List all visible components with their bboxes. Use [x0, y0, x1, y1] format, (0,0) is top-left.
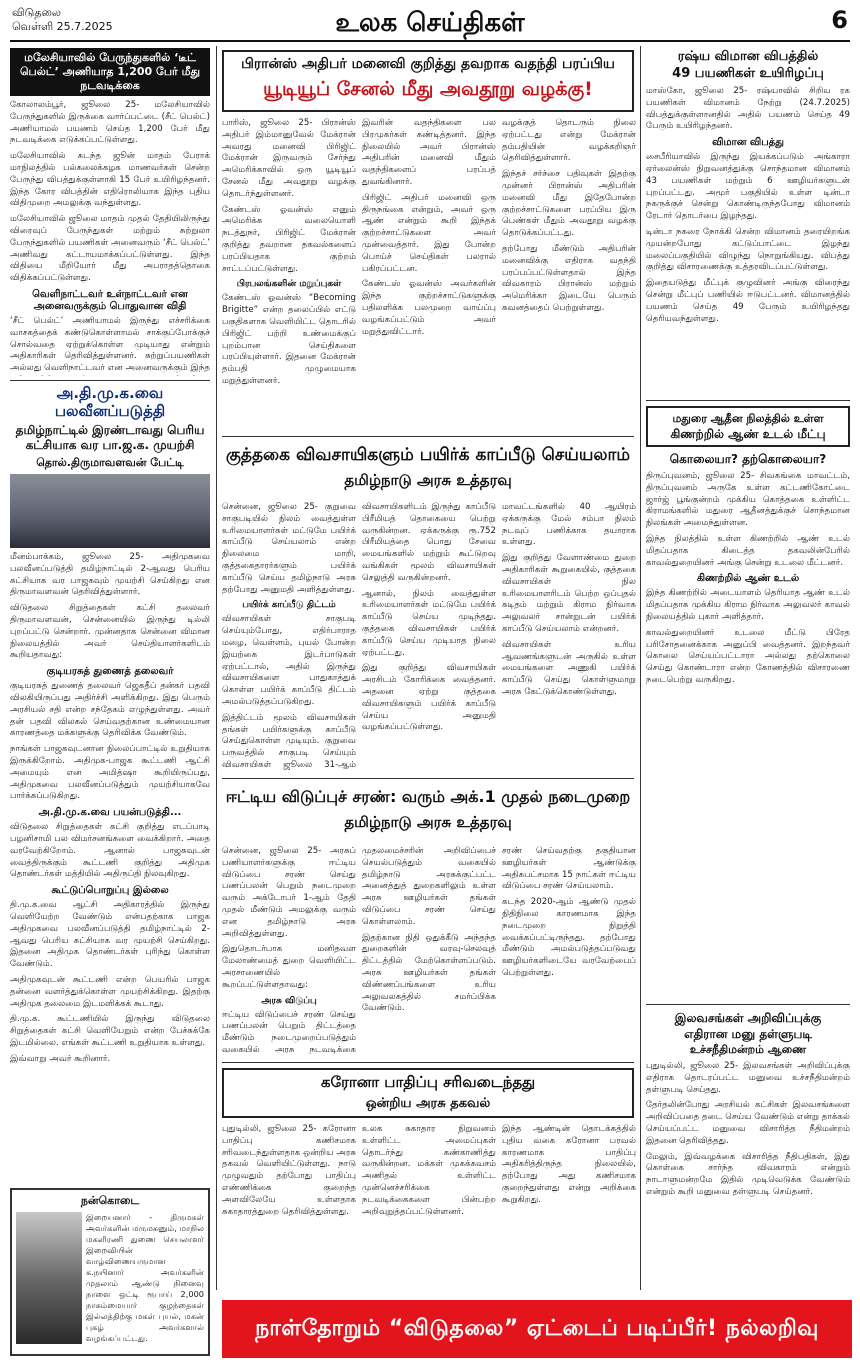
headline-box	[646, 406, 850, 447]
paragraph: உலக சுகாதார நிறுவனம் உள்ளிட்ட அமைப்புகள் தொடர்ந்து கண்காணித்து வருகின்றன. மக்கள் முகக்கவசம் அணிதல் உள்ளிட்ட முன்னெச்சரிக்கை நடவடிக்கைகளை பின்பற்ற அறிவுறுத்தப்பட்டுள்ளனர்.	[362, 1124, 496, 1217]
paragraph: இதற்கான நிதி ஒதுக்கீடு அந்தந்த துறைகளின் வரவு-செலவுத் திட்டத்தில் மேற்கொள்ளப்படும். அரசு ஊழியர்கள் தங்கள் விண்ணப்பங்களை உரிய அலுவலகத்தில் சமர்ப்பிக்க வேண்டும்.	[362, 932, 496, 1014]
paragraph: இத்திட்டம் மூலம் விவசாயிகள் தங்கள் பயிர்களுக்கு காப்பீடு செய்துகொள்ள முடியும். குறுவை பருவத்தில் சாகுபடி செய்யும் விவசாயிகள் ஜூலை 31-ஆம்	[222, 712, 356, 770]
story-column	[222, 1124, 356, 1294]
headline-line-2: 49 பயணிகள் உயிரிழப்பு	[672, 66, 824, 81]
masthead-rule	[10, 40, 850, 42]
story-column	[362, 846, 496, 1056]
paragraph: சென்னை, ஜூலை 25- குறுவை சாகுபடியில் நிலம் வைத்துள்ள உரிமையாளர்கள் மட்டுமே பயிர்க் காப்பீடு செய்யலாம் என்ற நிலைமை மாறி, குத்தகைதாரர்களும் பயிர்க் காப்பீடு செய்ய தமிழ்நாடு அரசு தற்போது அனுமதி அளித்துள்ளது.	[222, 502, 356, 595]
donation-title: நன்கொடை	[80, 1194, 140, 1207]
paragraph: விவசாயிகளிடம் இருந்து காப்பீடு பிரீமியத் தொகையை பெற்று வருகின்றன. ஏக்கருக்கு ரூ.752 பிரீமியத்தை பொது சேவை மையங்களில் மற்றும் கூட்டுறவு வங்கிகள் மூலம் விவசாயிகள் செலுத்தி வருகின்றனர்.	[362, 502, 496, 583]
headline-box-leave	[222, 784, 634, 840]
paragraph: தேர்தலின்போது அரசியல் கட்சிகள் இலவசங்களை அறிவிப்பதை தடை செய்ய வேண்டும் என்று தாக்கல் செய்யப்பட்ட மனுவை விசாரித்த நீதிமன்றம் இதனை தெரிவித்தது.	[646, 1100, 850, 1146]
column-divider	[216, 46, 217, 1290]
kicker: அ.தி.மு.க.வை பலவீனப்படுத்தி	[54, 384, 166, 420]
headline-line-1: இலவசங்கள் அறிவிப்புக்கு	[674, 1011, 822, 1025]
headline-line-1: ரஷ்ய விமான விபத்தில்	[677, 49, 819, 64]
donation-box	[10, 1188, 210, 1356]
paragraph: தற்போது மீண்டும் அதிபரின் மனைவிக்கு எதிராக வதந்தி பரப்பப்பட்டுள்ளதால் இந்த விவகாரம் பிரான்ஸ் மற்றும் அமெரிக்கா இடையே பெரும் கவனத்தைப் பெற்றுள்ளது.	[502, 243, 636, 313]
paragraph: மலேசியாவில் ஜூலை மாதம் முதல் தேதியிலிருந்து விரைவுப் பேருந்துகள் மற்றும் சுற்றுலா பேருந்துகளில் பயணிகள் அனைவரும் ‘சீட் பெல்ட்’ அணிவது கட்டாயமாக்கப்பட்டுள்ளது. இந்த விதியை மீறியோர் மீது அபராதத்தொகை விதிக்கப்பட்டுள்ளது.	[10, 214, 210, 284]
headline-line-2: எதிரான மனு தள்ளுபடி	[684, 1027, 812, 1041]
donation-text: இறையனார் - திருமகள் அவர்களின் மருமகனும், மாநில மகளிரணி துணை செயலாளர் இறைவியின் வாழ்விணையருமான க.நயினார் அவர்களின் முதலாம் ஆண்டு நினைவு நாளை ஒட்டி ரூபாய் 2,000 நாகம்மையார் குழந்தைகள் இல்லத்திற்கு மகள் புயல், மகன் புகழ் அவர்களால் வழங்கப்பட்டது.	[86, 1212, 204, 1343]
story-column	[502, 846, 636, 1056]
paragraph: இந்த ஆண்டின் தொடக்கத்தில் புதிய வகை கரோனா பரவல் காரணமாக பாதிப்பு அதிகரித்திருந்த நிலையில், தற்போது அது கணிசமாக குறைந்துள்ளது என்று அறிக்கை கூறுகிறது.	[502, 1124, 636, 1205]
story-divider	[222, 778, 634, 779]
paragraph: கேண்டஸ் ஓவன்ஸ் எனும் அமெரிக்க வலையொளி நடத்துநர், பிரிஜிட் மேக்ரான் குறித்து தவறான தகவல்களைப் பரப்பியதாக குற்றம் சாட்டப்பட்டுள்ளது.	[222, 204, 356, 274]
paragraph: அதிமுகவுடன் கூட்டணி என்ற பெயரில் பாஜக தன்னை வளர்த்துக்கொள்ள முயற்சிக்கிறது. இதற்கு அதிமுக தலைமை இடமளிக்கக் கூடாது.	[10, 974, 210, 1009]
subhead: அ.தி.மு.க.வை பயன்படுத்தி...	[38, 807, 182, 819]
paragraph: டின்டா நகரை நோக்கி சென்ற விமானம் தரையிறங்க முயன்றபோது கட்டுப்பாட்டை இழந்து மலைப்பகுதியில் விழுந்து நொறுங்கியது. விபத்து குறித்து விசாரணைக்கு உத்தரவிடப்பட்டுள்ளது.	[646, 226, 850, 273]
paragraph: விவசாயிகள் உரிய ஆவணங்களுடன் அருகில் உள்ள மையங்களை அணுகி பயிர்க் காப்பீடு செய்து கொள்ளுமாறு அரசு கேட்டுக்கொண்டுள்ளது.	[502, 639, 636, 697]
paragraph: நாங்கள் பாஜகவுடனான நிலைப்பாட்டில் உறுதியாக இருக்கிறோம். அதிமுக-பாஜக கூட்டணி ஆட்சி அமையும் என அமித்ஷா கூறியிருப்பது, அதிமுகவை பலவீனப்படுத்தும் முயற்சியாகவே பார்க்கப்படுகிறது.	[10, 744, 210, 802]
story-column	[362, 118, 496, 428]
paragraph: புதுடில்லி, ஜூலை 25- கரோனா பாதிப்பு கணிசமாக சரிவடைந்துள்ளதாக ஒன்றிய அரசு தகவல் வெளியிட்டுள்ளது. நாடு முழுவதும் தற்போது பாதிப்பு எண்ணிக்கை குறைந்த அளவிலேயே உள்ளதாக சுகாதாரத்துறை தெரிவித்துள்ளது.	[222, 1124, 356, 1217]
headline-line-2: தமிழ்நாடு அரசு உத்தரவு	[344, 471, 512, 489]
subhead: பயிர்க் காப்பீடு திட்டம்	[242, 600, 336, 611]
paragraph: கோலாலம்பூர், ஜூலை 25- மலேசியாவில் பேருந்துகளில் இருக்கை வார்ப்பட்டை (சீட் பெல்ட்) அணியாமல் பயணம் செய்த 1,200 பேர் மீது நடவடிக்கை எடுக்கப்பட்டுள்ளது.	[10, 100, 210, 146]
headline: தமிழ்நாட்டில் இரண்டாவது பெரிய கட்சியாக வர பா.ஜ.க. முயற்சி	[15, 423, 205, 452]
story-russia	[646, 48, 850, 392]
paragraph: மலேசியாவில் கடந்த ஜூன் மாதம் பேராக் மாநிலத்தில் பல்கலைக்கழக மாணவர்கள் சென்ற பேருந்து விபத்துக்குள்ளாகி 15 பேர் உயிரிழந்தனர். இந்த கோர விபத்தின் எதிரொலியாக இந்த புதிய விதிமுறை அமலுக்கு வந்துள்ளது.	[10, 151, 210, 209]
paragraph: கேண்டஸ் ஓவன்ஸ் “Becoming Brigitte” என்ற தலைப்பில் எட்டு பகுதிகளாக வெளியிட்ட தொடரில் பிரிஜிட் பற்றி உண்மைக்குப் புறம்பான செய்திகளை பரப்பியுள்ளார். இதனை மேக்ரான் தம்பதி முழுமையாக மறுத்துள்ளனர்.	[222, 293, 356, 386]
headline-box-insurance	[222, 442, 634, 496]
headline-line-2: கிணற்றில் ஆண் உடல் மீட்பு	[670, 427, 826, 441]
paragraph: புதுடில்லி, ஜூலை 25- இலவசங்கள் அறிவிப்புக்கு எதிராக தொடரப்பட்ட மனுவை உச்சநீதிமன்றம் தள்ளுபடி செய்தது.	[646, 1061, 850, 1095]
paragraph: திருப்புவனம், ஜூலை 25- சிவகங்கை மாவட்டம், திருப்புவனம் அருகே உள்ள கட்டணிகோட்டை ஜார்ஜ் பூங்குன்றம் முக்கிய கொத்தகை உள்ளிட்ட கிராமங்களில் மதுரை ஆதீனத்துக்குச் சொந்தமான நிலங்கள் அமைந்துள்ளன.	[646, 471, 850, 529]
paragraph: தி.மு.க. கூட்டணியில் இருந்து விடுதலை சிறுத்தைகள் கட்சி வெளியேறும் என்ற பேச்சுக்கே இடமில்லை. எங்கள் கூட்டணி உறுதியாக உள்ளது.	[10, 1014, 210, 1048]
subhead: விமான விபத்து	[712, 137, 784, 149]
story-divider	[646, 400, 850, 401]
paragraph: காவல்துறையினர் உடலை மீட்டு பிரேத பரிசோதனைக்காக அனுப்பி வைத்தனர். இறந்தவர் கொலை செய்யப்பட்டாரா அல்லது தற்கொலை செய்து கொண்டாரா என்ற கோணத்தில் விசாரணை நடைபெற்று வருகிறது.	[646, 627, 850, 685]
headline-box-corona	[222, 1068, 634, 1118]
paragraph: இதுதொடர்பாக மனிதவள மேலாண்மைத் துறை வெளியிட்ட அரசாணையில் கூறப்பட்டுள்ளதாவது:	[222, 944, 356, 990]
story-divider	[646, 1004, 850, 1005]
subhead: கூட்டுப்பொறுப்பு இல்லை	[51, 885, 169, 897]
story-column	[502, 118, 636, 428]
promo-banner: நாள்தோறும் “விடுதலை” ஏட்டைப் படிப்பீர்! நல்லறிவு	[222, 1300, 852, 1358]
paragraph: இதையடுத்து மீட்புக் குழுவினர் அங்கு விரைந்து சென்று மீட்புப் பணியில் ஈடுபட்டனர். விமானத்தில் பயணம் செய்த 49 பேரும் உயிரிழந்தது தெரியவந்துள்ளது.	[646, 278, 850, 324]
story-divider	[222, 1062, 634, 1063]
portrait-photo	[10, 474, 210, 548]
kicker: கொலையா? தற்கொலையா?	[669, 452, 827, 466]
story-column	[362, 502, 496, 772]
story-divider	[222, 436, 634, 437]
paragraph: இந்த கிணற்றில் அடையாளம் தெரியாத ஆண் உடல் மிதப்பதாக முக்கிய கிராம நிர்வாக அலுவலர் காவல் நிலையத்தில் புகார் அளித்தார்.	[646, 588, 850, 622]
story-column	[222, 846, 356, 1056]
story-madurai	[646, 406, 850, 966]
story-thirumavalavan	[10, 384, 210, 1180]
paragraph: சென்னை, ஜூலை 25- அரசுப் பணியாளர்களுக்கு ஈட்டிய விடுப்பை சரண் செய்து பணப்பலன் பெறும் நடைமுறை வரும் அக்டோபர் 1-ஆம் தேதி முதல் மீண்டும் அமலுக்கு வரும் என தமிழ்நாடு அரசு அறிவித்துள்ளது.	[222, 846, 356, 939]
story-divider	[10, 380, 210, 381]
story-column	[222, 118, 356, 428]
paragraph: வழக்குத் தொடரும் நிலை ஏற்பட்டது என்று மேக்ரான் தம்பதியின் வழக்கறிஞர் தெரிவித்துள்ளார்.	[502, 118, 636, 164]
story-malaysia	[10, 48, 210, 376]
story-column	[502, 502, 636, 772]
issue-date: வெள்ளி 25.7.2025	[12, 20, 113, 33]
paragraph: ‘சீட் பெல்ட்’ அணியாமல் இருந்து எச்சரிக்கை வாசகத்தைக் கண்டுகொள்ளாமல் சாக்குப்போக்குச் சொல்வதை ஏற்றுக்கொள்ள முடியாது என்றும் அதிகாரிகள் தெரிவித்துள்ளனர். சுற்றுப்பயணிகள் அல்லது வெளிநாட்டவர் என அனைவருக்கும் இந்த	[10, 315, 210, 374]
paragraph: மாவட்டங்களில் 40 ஆயிரம் ஏக்கருக்கு மேல் சம்பா நிலம் நடவுப் பணிக்காக தயாராக உள்ளது.	[502, 502, 636, 548]
paragraph: சரண் செய்வதற்கு தகுதியான ஊழியர்கள் ஆண்டுக்கு அதிகபட்சமாக 15 நாட்கள் ஈட்டிய விடுப்பை சரண் செய்யலாம்.	[502, 846, 636, 892]
story-column	[502, 1124, 636, 1294]
page-number: 6	[831, 6, 848, 34]
paragraph: ஈட்டிய விடுப்பைச் சரண் செய்து பணப்பலன் பெறும் திட்டத்தை மீண்டும் நடைமுறைப்படுத்தும் வகையில் அரசு நடவடிக்கை	[222, 1009, 356, 1055]
headline-box-france	[222, 50, 634, 112]
headline-line-2: யூடியூப் சேனல் மீது அவதூறு வழக்கு!	[263, 78, 593, 100]
paragraph: விவசாயிகள் சாகுபடி செய்யும்போது, எதிர்பாராத மழை, வெள்ளம், புயல் போன்ற இயற்கை இடர்பாடுகள் ஏற்பட்டால், அதில் இருந்து விவசாயிகளை பாதுகாத்துக் கொள்ள பயிர்க் காப்பீடு திட்டம் அமல்படுத்தப்படுகிறது.	[222, 614, 356, 707]
paragraph: முதலமைச்சரின் அறிவிப்பைச் செயல்படுத்தும் வகையில் தமிழ்நாடு அரசுக்குட்பட்ட அனைத்துத் துறைகளிலும் உள்ள அரசு ஊழியர்கள் தங்கள் விடுப்பை சரண் செய்து கொள்ளலாம்.	[362, 846, 496, 927]
subhead: அரசு விடுப்பு	[261, 995, 317, 1006]
headline-line-1: பிரான்ஸ் அதிபர் மனைவி குறித்து தவறாக வதந்தி பரப்பிய	[241, 56, 615, 72]
paragraph: சைபீரியாவில் இருந்து இயக்கப்படும் அங்காரா ஏர்லைன்ஸ் நிறுவனத்துக்கு சொந்தமான விமானம் 43 பயணிகள் மற்றும் 6 ஊழியர்களுடன் புறப்பட்டது. அமூர் பகுதியில் உள்ள டின்டா நகருக்குச் சென்று கொண்டிருந்தபோது விமானம் ரேடார் தொடர்பை இழந்தது.	[646, 152, 850, 222]
headline-line-1: குத்தகை விவசாயிகளும் பயிர்க் காப்பீடு செய்யலாம்	[225, 445, 631, 465]
donor-photo	[16, 1212, 82, 1344]
paragraph: இவ்வாறு அவர் கூறினார்.	[10, 1053, 111, 1064]
subhead: வெளிநாட்டவர் உள்நாட்டவர் என அனைவருக்கும் பொதுவான விதி	[32, 288, 188, 312]
paragraph: இது குறித்து விவசாயிகள் அரசிடம் கோரிக்கை வைத்தனர். அதனை ஏற்று குத்தகை விவசாயிகளும் பயிர்க் காப்பீடு செய்ய அனுமதி வழங்கப்பட்டுள்ளது.	[362, 663, 496, 733]
paragraph: கேண்டஸ் ஓவன்ஸ் அவர்களின் இந்த குற்றச்சாட்டுகளுக்கு பதிலளிக்க பலமுறை வாய்ப்பு வழங்கப்பட்டும் அவர் மறுத்துவிட்டார்.	[362, 279, 496, 337]
subhead: குடியரசுத் துணைத் தலைவர்	[46, 666, 174, 678]
paragraph: விடுதலை சிறுத்தைகள் கட்சி குறித்து எடப்பாடி பழனிசாமி பல விமர்சனங்களை வைக்கிறார். அதை வரவேற்கிறோம். ஆனால் பாஜகவுடன் வைத்திருக்கும் கூட்டணி குறித்து அதிமுக தொண்டர்கள் மத்தியில் அதிருப்தி நிலவுகிறது.	[10, 822, 210, 880]
headline-line-3: உச்சநீதிமன்றம் ஆணை	[689, 1043, 807, 1056]
column-divider	[640, 46, 641, 1290]
headline-line-2: தமிழ்நாடு அரசு உத்தரவு	[344, 813, 512, 831]
paragraph: இது குறித்து வேளாண்மை துறை அதிகாரிகள் கூறுகையில், குத்தகை விவசாயிகள் நில உரிமையாளரிடம் பெற்ற ஒப்புதல் கடிதம் மற்றும் கிராம நிர்வாக அலுவலர் சான்றுடன் பயிர்க் காப்பீடு செய்யலாம் என்றனர்.	[502, 553, 636, 634]
byline: தொல்.திருமாவளவன் பேட்டி	[36, 456, 184, 469]
subhead: பிரபலங்களின் மறுப்புகள்	[236, 279, 342, 290]
paragraph: இவரின் வதந்திகளை பல பிரமுகர்கள் கண்டித்தனர். இந்த நிலையில் அவர் பிரான்ஸ் அதிபரின் மனைவி மீதும் வதந்திகளைப் பரப்பத் துவங்கினார்.	[362, 118, 496, 187]
paragraph: பாரிஸ், ஜூலை 25- பிரான்ஸ் அதிபர் இம்மானுவேல் மேக்ரான் அவரது மனைவி பிரிஜிட் மேக்ரான் இருவரும் சேர்ந்து அமெரிக்காவில் ஒரு யூடியூப் சேனல் மீது அவதூறு வழக்கு தொடர்ந்துள்ளனர்.	[222, 118, 356, 199]
paragraph: இந்த நிலத்தில் உள்ள கிணற்றில் ஆண் உடல் மிதப்பதாக கிடைத்த தகவலின்பேரில் காவல்துறையினர் அங்கு சென்று உடலை மீட்டனர்.	[646, 533, 850, 568]
story-freebies	[646, 1010, 850, 1294]
headline-line-1: மதுரை ஆதீன நிலத்தில் உள்ள	[672, 412, 824, 425]
paragraph: தி.மு.க.வை ஆட்சி அதிகாரத்தில் இருந்து வெளியேற்ற வேண்டும் என்பதற்காக பாஜக அதிமுகவை பலவீனப்படுத்தி தமிழ்நாட்டில் 2-ஆவது பெரிய கட்சியாக வர முயற்சி செய்கிறது. இதனை அதிமுக தொண்டர்கள் புரிந்து கொள்ள வேண்டும்.	[10, 900, 210, 970]
paragraph: விடுதலை சிறுத்தைகள் கட்சி தலைவர் திருமாவளவன், சென்னையில் இருந்து டில்லி புறப்பட்டு சென்றார். முன்னதாக சென்னை விமான நிலையத்தில் அவர் செய்தியாளர்களிடம் கூறியதாவது:	[10, 603, 210, 661]
paragraph: பிரிஜிட் அதிபர் மனைவி ஒரு திருநங்கை என்றும், அவர் ஒரு ஆண் என்றும் கூறி இந்தக் குற்றச்சாட்டுகளை அவர் முன்வைத்தார். இது போன்ற பொய்ச் செய்திகள் பலரால் பகிரப்பட்டன.	[362, 192, 496, 274]
headline-line-2: ஒன்றிய அரசு தகவல்	[365, 1096, 491, 1111]
paragraph: மாஸ்கோ, ஜூலை 25- ரஷ்யாவில் சிறிய ரக பயணிகள் விமானம் நேற்று (24.7.2025) விபத்துக்குள்ளானதில் அதில் பயணம் செய்த 49 பேரும் உயிரிழந்தனர்.	[646, 86, 850, 132]
headline-line-1: ஈட்டிய விடுப்புச் சரண்: வரும் அக்.1 முதல் நடைமுறை	[225, 787, 631, 806]
paragraph: இந்தச் சர்ச்சை பதிவுகள் இதற்கு முன்னர் பிரான்ஸ் அதிபரின் மனைவி மீது இதேபோன்ற குற்றச்சாட்டுகளை பரப்பிய இரு பெண்கள் மீதும் அவதூறு வழக்கு தொடுக்கப்பட்டது.	[502, 169, 636, 239]
subhead: கிணற்றில் ஆண் உடல்	[696, 573, 800, 585]
section-title: உலக செய்திகள்	[335, 8, 525, 38]
headline-line-1: கரோனா பாதிப்பு சரிவடைந்தது	[320, 1073, 536, 1091]
paragraph: மீனம்பாக்கம், ஜூலை 25- அதிமுகவை பலவீனப்படுத்தி தமிழ்நாட்டில் 2-ஆவது பெரிய கட்சியாக வர பாஜகவும் முயற்சி செய்கிறது என திருமாவளவன் தெரிவித்துள்ளார்.	[10, 552, 210, 598]
story-column	[362, 1124, 496, 1294]
headline: மலேசியாவில் பேருந்துகளில் ‘டீட் பெல்ட்’ அணியாத 1,200 பேர் மீது நடவடிக்கை	[10, 48, 210, 96]
paragraph: மேலும், இவ்வழக்கை விசாரித்த நீதிபதிகள், இது கொள்கை சார்ந்த விவகாரம் என்றும் நாடாளுமன்றமே இதில் முடிவெடுக்க வேண்டும் என்றும் கூறி மனுவை தள்ளுபடி செய்தனர்.	[646, 1151, 850, 1197]
paragraph: குடியரசுத் துணைத் தலைவர் ஜெகதீப் தன்கர் பதவி விலகியிருப்பது அதிர்ச்சி அளிக்கிறது. இது பெரும் அரசியல் சதி என்ற சந்தேகம் எழுந்துள்ளது. அவர் தன் பதவி விலகல் செய்வதற்கான உண்மையான காரணத்தை மக்களுக்கு தெரிவிக்க வேண்டும்.	[10, 681, 210, 739]
paragraph: ஆனால், நிலம் வைத்துள்ள உரிமையாளர்கள் மட்டுமே பயிர்க் காப்பீடு செய்ய முடிந்தது. குத்தகை விவசாயிகள் பயிர்க் காப்பீடு செய்ய முடியாத நிலை ஏற்பட்டது.	[362, 588, 496, 658]
paper-name: விடுதலை	[12, 6, 62, 19]
paragraph: கடந்த 2020-ஆம் ஆண்டு முதல் நிதிநிலை காரணமாக இந்த நடைமுறை நிறுத்தி வைக்கப்பட்டிருந்தது. தற்போது மீண்டும் அமல்படுத்தப்படுவது ஊழியர்களிடையே வரவேற்பைப் பெற்றுள்ளது.	[502, 897, 636, 978]
story-column	[222, 502, 356, 772]
